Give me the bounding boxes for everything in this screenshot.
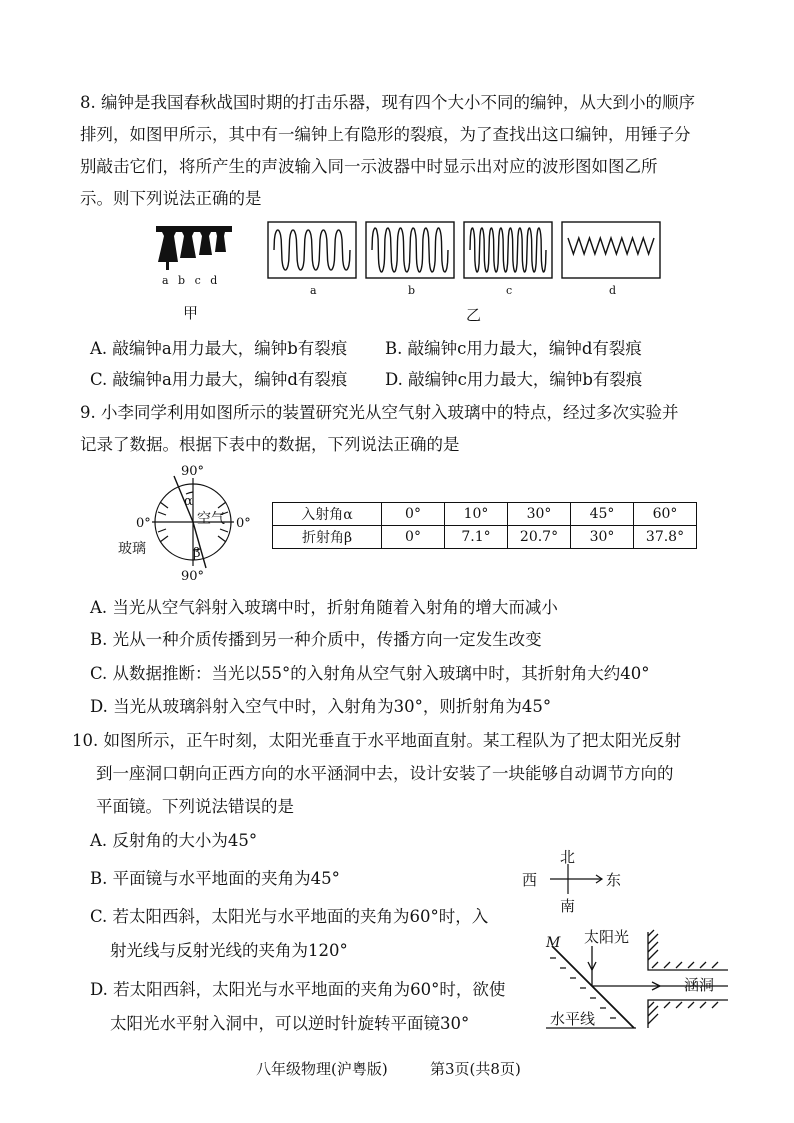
q8-option-b: B. 敲编钟c用力最大，编钟d有裂痕 — [385, 339, 642, 358]
q8-option-d: D. 敲编钟c用力最大，编钟b有裂痕 — [385, 370, 643, 389]
diagram-beta: β — [193, 546, 201, 561]
bell-a-clapper — [166, 262, 169, 270]
q9-option-b: B. 光从一种介质传播到另一种介质中，传播方向一定发生改变 — [90, 630, 542, 649]
table-cell: 30° — [571, 526, 634, 549]
sunlight-label: 太阳光 — [584, 928, 630, 946]
wave-label-d: d — [609, 284, 617, 297]
culvert-label: 涵洞 — [684, 976, 715, 994]
wave-c — [470, 228, 546, 272]
culvert-upper-hatching — [648, 930, 718, 968]
q10-line-2: 到一座洞口朝向正西方向的水平涵洞中去，设计安装了一块能够自动调节方向的 — [96, 764, 674, 783]
refraction-table — [272, 502, 697, 549]
bells — [158, 232, 226, 270]
diagram-bottom-90: 90° — [181, 569, 205, 584]
diagram-air-label: 空气 — [197, 511, 225, 527]
q10-option-d-line-2: 太阳光水平射入洞中，可以逆时针旋转平面镜30° — [110, 1014, 470, 1033]
q9-option-a: A. 当光从空气斜射入玻璃中时，折射角随着入射角的增大而减小 — [90, 598, 558, 617]
q10-line-3: 平面镜。下列说法错误的是 — [96, 797, 294, 816]
q8-line-2: 排列，如图甲所示，其中有一编钟上有隐形的裂痕，为了查找出这口编钟，用锤子分 — [80, 125, 691, 144]
bell-rack — [156, 226, 232, 232]
table-row-refraction — [273, 526, 697, 549]
table-row-incident — [273, 503, 697, 526]
table-cell-label: 折射角β — [273, 526, 382, 549]
diagram-left-0: 0° — [136, 516, 151, 531]
bell-labels: a b c d — [162, 274, 221, 287]
wave-b — [372, 228, 448, 272]
compass-south: 南 — [560, 897, 576, 915]
q10-option-c-line-1: C. 若太阳西斜，太阳光与水平地面的夹角为60°时，入 — [90, 907, 489, 926]
wave-a — [274, 230, 350, 270]
wave-label-a: a — [310, 284, 317, 297]
diagram-alpha: α — [184, 494, 193, 509]
q8-option-a: A. 敲编钟a用力最大，编钟b有裂痕 — [90, 339, 348, 358]
q8-line-1: 8. 编钟是我国春秋战国时期的打击乐器，现有四个大小不同的编钟，从大到小的顺序 — [80, 93, 695, 112]
table-cell: 45° — [571, 503, 634, 526]
wave-label-c: c — [506, 284, 513, 297]
diagram-right-0: 0° — [236, 516, 251, 531]
compass-west: 西 — [522, 871, 538, 889]
table-cell-label: 入射角α — [273, 503, 382, 526]
footer-subject: 八年级物理(沪粤版) — [256, 1060, 388, 1078]
table-cell: 0° — [382, 526, 445, 549]
refracted-ray — [193, 522, 206, 568]
horizontal-label: 水平线 — [550, 1010, 596, 1028]
table-cell: 7.1° — [445, 526, 508, 549]
q10-option-a: A. 反射角的大小为45° — [90, 831, 258, 850]
table-cell: 20.7° — [508, 526, 571, 549]
table-cell: 30° — [508, 503, 571, 526]
q10-line-1: 10. 如图所示，正午时刻，太阳光垂直于水平地面直射。某工程队为了把太阳光反射 — [72, 731, 681, 750]
fig-jia-label: 甲 — [183, 304, 199, 322]
footer-page-number: 第3页(共8页) — [430, 1060, 521, 1078]
bell-c — [199, 232, 212, 255]
q9-line-1: 9. 小李同学利用如图所示的装置研究光从空气射入玻璃中的特点，经过多次实验并 — [80, 403, 679, 422]
bell-b — [180, 232, 196, 258]
table-cell: 37.8° — [634, 526, 697, 549]
q9-line-2: 记录了数据。根据下表中的数据，下列说法正确的是 — [80, 435, 460, 454]
table-cell: 10° — [445, 503, 508, 526]
compass-east: 东 — [606, 871, 622, 889]
wave-d — [568, 238, 654, 254]
q8-line-3: 别敲击它们，将所产生的声波输入同一示波器中时显示出对应的波形图如图乙所 — [80, 157, 658, 176]
bell-d — [215, 232, 226, 252]
table-cell: 0° — [382, 503, 445, 526]
q8-line-4: 示。则下列说法正确的是 — [80, 189, 262, 208]
q9-option-c: C. 从数据推断：当光以55°的入射角从空气射入玻璃中时，其折射角大约40° — [90, 664, 650, 683]
bell-a — [158, 232, 178, 262]
compass-north: 北 — [560, 848, 576, 866]
culvert-lower-hatching — [648, 1002, 718, 1024]
q9-option-d: D. 当光从玻璃斜射入空气中时，入射角为30°，则折射角为45° — [90, 697, 552, 716]
q10-option-b: B. 平面镜与水平地面的夹角为45° — [90, 869, 340, 888]
mirror-label-m: M — [546, 935, 561, 951]
q10-option-d-line-1: D. 若太阳西斜，太阳光与水平地面的夹角为60°时，欲使 — [90, 980, 506, 999]
waveforms-figure — [266, 220, 666, 282]
q8-option-c: C. 敲编钟a用力最大，编钟d有裂痕 — [90, 370, 348, 389]
diagram-glass-label: 玻璃 — [118, 541, 146, 557]
diagram-top-90: 90° — [181, 464, 205, 479]
q10-option-c-line-2: 射光线与反射光线的夹角为120° — [110, 941, 348, 960]
table-cell: 60° — [634, 503, 697, 526]
wave-label-b: b — [408, 284, 416, 297]
wave-d-frame — [562, 222, 660, 278]
fig-yi-label: 乙 — [466, 306, 482, 324]
